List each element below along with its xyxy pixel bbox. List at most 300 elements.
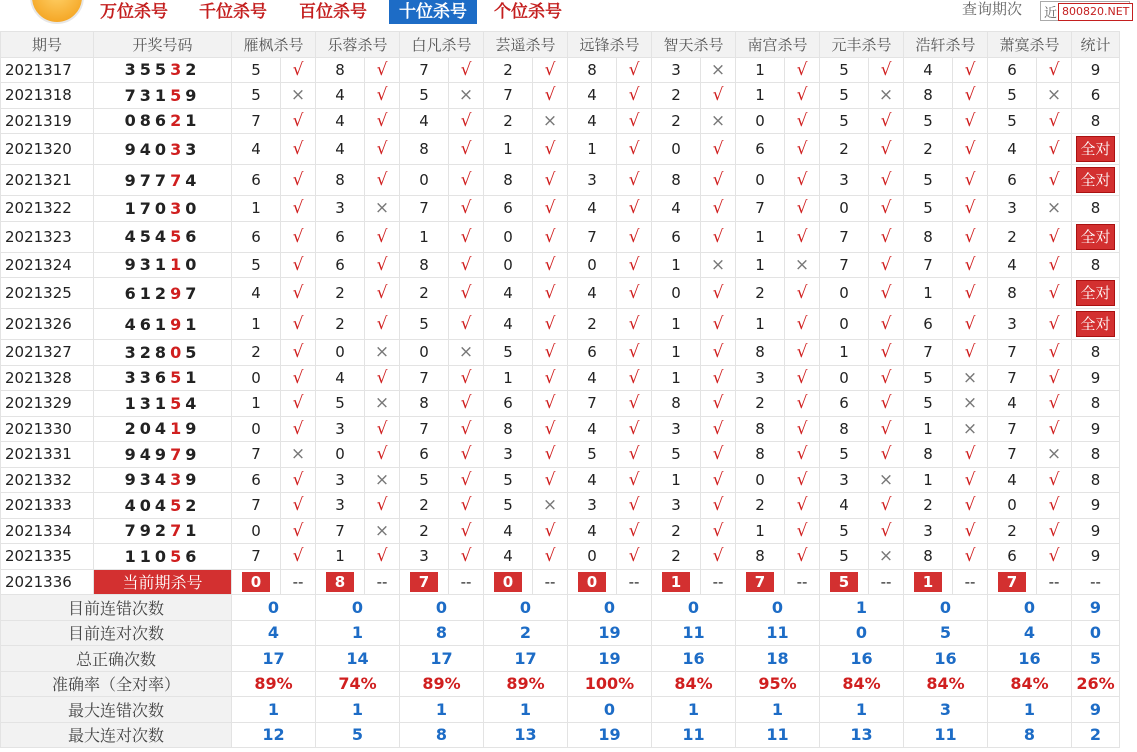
draw-digits-prefix: 940 <box>124 139 171 159</box>
header-expert-4: 芸遥杀号 <box>484 32 568 58</box>
kill-number-cell: 8 <box>568 57 617 83</box>
header-expert-8: 元丰杀号 <box>820 32 904 58</box>
kill-number-cell: 4 <box>232 134 281 165</box>
check-icon: √ <box>365 416 400 442</box>
kill-number-cell: 5 <box>484 493 533 519</box>
current-kill-number: 5 <box>830 572 858 592</box>
summary-value: 0 <box>652 595 736 621</box>
kill-number-cell: 8 <box>484 416 533 442</box>
check-icon: √ <box>953 309 988 340</box>
kill-number-cell: 1 <box>484 134 533 165</box>
current-kill-cell <box>316 569 365 595</box>
kill-number-cell: 0 <box>484 221 533 252</box>
check-icon: √ <box>281 252 316 278</box>
stats-cell: 8 <box>1072 391 1120 417</box>
kill-number-cell: 5 <box>232 57 281 83</box>
kill-number-cell: 2 <box>652 108 701 134</box>
cross-icon: × <box>365 467 400 493</box>
kill-number-cell: 7 <box>820 252 869 278</box>
issue-cell: 2021333 <box>1 493 94 519</box>
check-icon: √ <box>953 442 988 468</box>
draw-digit-ones: 4 <box>185 393 201 413</box>
current-kill-number: 1 <box>662 572 690 592</box>
draw-digits-prefix: 170 <box>124 198 171 218</box>
summary-value: 16 <box>652 646 736 672</box>
kill-number-cell: 3 <box>568 493 617 519</box>
kill-number-cell: 0 <box>820 309 869 340</box>
check-icon: √ <box>1037 165 1072 196</box>
kill-number-cell: 8 <box>904 83 953 109</box>
draw-digits-prefix: 612 <box>124 283 171 303</box>
check-icon: √ <box>617 134 652 165</box>
check-icon: √ <box>953 493 988 519</box>
draw-digit-tens: 7 <box>170 170 186 190</box>
check-icon: √ <box>617 442 652 468</box>
current-kill-label: 当前期杀号 <box>94 569 232 595</box>
kill-number-cell: 4 <box>988 134 1037 165</box>
summary-label: 总正确次数 <box>1 646 232 672</box>
check-icon: √ <box>617 340 652 366</box>
kill-number-cell: 2 <box>904 134 953 165</box>
kill-number-cell: 3 <box>316 196 365 222</box>
kill-number-cell: 0 <box>988 493 1037 519</box>
summary-value: 13 <box>484 722 568 748</box>
tab-shi-kill[interactable]: 十位杀号 <box>389 0 477 24</box>
check-icon: √ <box>701 518 736 544</box>
kill-number-cell: 2 <box>904 493 953 519</box>
check-icon: √ <box>869 365 904 391</box>
kill-number-cell: 3 <box>316 416 365 442</box>
summary-value: 14 <box>316 646 400 672</box>
current-kill-cell <box>652 569 701 595</box>
kill-number-cell: 5 <box>484 340 533 366</box>
summary-value: 4 <box>232 620 316 646</box>
summary-value: 2 <box>484 620 568 646</box>
kill-number-cell: 5 <box>820 108 869 134</box>
stats-cell: 8 <box>1072 252 1120 278</box>
check-icon: √ <box>533 391 568 417</box>
kill-number-cell: 0 <box>736 165 785 196</box>
pending-mark: -- <box>869 569 904 595</box>
check-icon: √ <box>281 309 316 340</box>
draw-digit-ones: 0 <box>185 198 201 218</box>
cross-icon: × <box>1037 442 1072 468</box>
kill-number-cell: 6 <box>484 196 533 222</box>
kill-number-cell: 6 <box>484 391 533 417</box>
draw-digit-ones: 1 <box>185 521 201 541</box>
summary-value: 11 <box>652 620 736 646</box>
draw-digit-tens: 1 <box>170 255 186 275</box>
header-expert-6: 智天杀号 <box>652 32 736 58</box>
check-icon: √ <box>533 544 568 570</box>
check-icon: √ <box>953 467 988 493</box>
check-icon: √ <box>953 518 988 544</box>
kill-number-cell: 8 <box>736 544 785 570</box>
issue-cell: 2021328 <box>1 365 94 391</box>
draw-digit-tens: 5 <box>170 495 186 515</box>
kill-number-cell: 4 <box>568 278 617 309</box>
summary-value: 0 <box>568 697 652 723</box>
kill-number-cell: 7 <box>988 416 1037 442</box>
kill-number-cell: 0 <box>400 340 449 366</box>
kill-number-cell: 2 <box>400 518 449 544</box>
kill-number-cell: 5 <box>988 83 1037 109</box>
check-icon: √ <box>281 544 316 570</box>
check-icon: √ <box>1037 108 1072 134</box>
kill-number-cell: 5 <box>568 442 617 468</box>
kill-number-cell: 1 <box>736 518 785 544</box>
summary-value: 1 <box>316 620 400 646</box>
all-right-badge: 全对 <box>1076 280 1114 306</box>
summary-value: 16 <box>904 646 988 672</box>
cross-icon: × <box>449 340 484 366</box>
kill-number-cell: 5 <box>400 467 449 493</box>
stats-cell: 9 <box>1072 518 1120 544</box>
summary-value: 0 <box>400 595 484 621</box>
issue-cell: 2021329 <box>1 391 94 417</box>
draw-number-cell <box>94 365 232 391</box>
check-icon: √ <box>617 467 652 493</box>
check-icon: √ <box>701 544 736 570</box>
cross-icon: × <box>1037 83 1072 109</box>
tab-wan-kill[interactable]: 万位杀号 <box>100 2 168 22</box>
table-row <box>1 134 1120 165</box>
kill-number-cell: 8 <box>736 340 785 366</box>
summary-value: 0 <box>736 595 820 621</box>
check-icon: √ <box>953 221 988 252</box>
summary-value: 0 <box>316 595 400 621</box>
kill-number-cell: 1 <box>904 416 953 442</box>
draw-digit-tens: 9 <box>170 314 186 334</box>
check-icon: √ <box>617 518 652 544</box>
kill-number-cell: 1 <box>232 391 281 417</box>
check-icon: √ <box>281 108 316 134</box>
kill-number-cell: 7 <box>988 340 1037 366</box>
check-icon: √ <box>533 134 568 165</box>
issue-cell: 2021330 <box>1 416 94 442</box>
kill-number-cell: 7 <box>232 108 281 134</box>
header-expert-7: 南宫杀号 <box>736 32 820 58</box>
cross-icon: × <box>869 467 904 493</box>
cross-icon: × <box>869 544 904 570</box>
kill-number-cell: 0 <box>232 365 281 391</box>
check-icon: √ <box>785 108 820 134</box>
check-icon: √ <box>701 134 736 165</box>
kill-number-cell: 3 <box>820 165 869 196</box>
kill-number-cell: 4 <box>568 83 617 109</box>
draw-number-cell <box>94 416 232 442</box>
issue-cell: 2021323 <box>1 221 94 252</box>
summary-value: 1 <box>652 697 736 723</box>
kill-number-cell: 2 <box>988 518 1037 544</box>
cross-icon: × <box>365 391 400 417</box>
table-row <box>1 518 1120 544</box>
check-icon: √ <box>785 442 820 468</box>
kill-number-cell: 5 <box>904 196 953 222</box>
kill-number-cell: 7 <box>904 252 953 278</box>
summary-value: 89% <box>232 671 316 697</box>
kill-number-cell: 4 <box>568 365 617 391</box>
check-icon: √ <box>365 165 400 196</box>
summary-value: 3 <box>904 697 988 723</box>
check-icon: √ <box>785 134 820 165</box>
check-icon: √ <box>701 221 736 252</box>
current-issue-cell: 2021336 <box>1 569 94 595</box>
kill-number-cell: 1 <box>316 544 365 570</box>
issue-cell: 2021326 <box>1 309 94 340</box>
check-icon: √ <box>533 518 568 544</box>
current-kill-cell <box>568 569 617 595</box>
top-nav-bar <box>0 0 1137 28</box>
draw-number-cell <box>94 57 232 83</box>
check-icon: √ <box>365 83 400 109</box>
draw-number-cell <box>94 134 232 165</box>
kill-number-cell: 5 <box>652 442 701 468</box>
kill-number-cell: 1 <box>232 196 281 222</box>
cross-icon: × <box>785 252 820 278</box>
current-kill-number: 0 <box>578 572 606 592</box>
kill-number-cell: 2 <box>736 278 785 309</box>
issue-cell: 2021331 <box>1 442 94 468</box>
issue-cell: 2021321 <box>1 165 94 196</box>
cross-icon: × <box>869 83 904 109</box>
draw-digits-prefix: 934 <box>124 470 171 490</box>
table-row <box>1 365 1120 391</box>
current-kill-number: 7 <box>746 572 774 592</box>
summary-value: 0 <box>232 595 316 621</box>
kill-number-cell: 8 <box>400 391 449 417</box>
query-period-select[interactable]: 近 <box>1040 1 1130 21</box>
draw-digits-prefix: 461 <box>124 314 171 334</box>
kill-number-cell: 5 <box>232 83 281 109</box>
pending-mark: -- <box>281 569 316 595</box>
stats-cell <box>1072 221 1120 252</box>
kill-number-cell: 7 <box>400 365 449 391</box>
kill-number-cell: 4 <box>316 83 365 109</box>
check-icon: √ <box>533 309 568 340</box>
summary-value: 11 <box>736 620 820 646</box>
check-icon: √ <box>449 221 484 252</box>
issue-cell: 2021317 <box>1 57 94 83</box>
check-icon: √ <box>365 57 400 83</box>
summary-row <box>1 671 1120 697</box>
check-icon: √ <box>617 252 652 278</box>
header-issue: 期号 <box>1 32 94 58</box>
kill-number-cell: 4 <box>484 278 533 309</box>
check-icon: √ <box>365 309 400 340</box>
draw-number-cell <box>94 467 232 493</box>
summary-value: 0 <box>904 595 988 621</box>
check-icon: √ <box>869 518 904 544</box>
kill-number-cell: 1 <box>736 309 785 340</box>
check-icon: √ <box>533 252 568 278</box>
kill-number-cell: 5 <box>400 83 449 109</box>
check-icon: √ <box>953 134 988 165</box>
kill-number-cell: 1 <box>400 221 449 252</box>
summary-value: 1 <box>400 697 484 723</box>
summary-value: 5 <box>316 722 400 748</box>
kill-number-cell: 4 <box>568 467 617 493</box>
summary-value: 19 <box>568 722 652 748</box>
current-kill-number: 7 <box>998 572 1026 592</box>
check-icon: √ <box>953 108 988 134</box>
kill-number-cell: 5 <box>400 309 449 340</box>
check-icon: √ <box>701 416 736 442</box>
kill-number-cell: 6 <box>316 221 365 252</box>
check-icon: √ <box>449 57 484 83</box>
draw-number-cell <box>94 391 232 417</box>
check-icon: √ <box>449 518 484 544</box>
header-expert-10: 萧寞杀号 <box>988 32 1072 58</box>
kill-number-cell: 0 <box>232 416 281 442</box>
draw-digits-prefix: 204 <box>124 419 171 439</box>
draw-digit-tens: 5 <box>170 368 186 388</box>
kill-number-cell: 0 <box>316 442 365 468</box>
check-icon: √ <box>449 108 484 134</box>
check-icon: √ <box>365 134 400 165</box>
draw-digit-ones: 1 <box>185 111 201 131</box>
summary-value: 0 <box>568 595 652 621</box>
check-icon: √ <box>449 493 484 519</box>
check-icon: √ <box>533 165 568 196</box>
kill-number-cell: 1 <box>652 252 701 278</box>
check-icon: √ <box>785 278 820 309</box>
current-kill-cell <box>904 569 953 595</box>
check-icon: √ <box>533 340 568 366</box>
check-icon: √ <box>869 278 904 309</box>
kill-number-cell: 8 <box>316 165 365 196</box>
kill-number-cell: 2 <box>484 108 533 134</box>
summary-value: 89% <box>400 671 484 697</box>
kill-number-cell: 4 <box>568 196 617 222</box>
kill-number-cell: 4 <box>316 108 365 134</box>
stats-cell: 9 <box>1072 57 1120 83</box>
summary-value: 84% <box>820 671 904 697</box>
summary-value: 1 <box>232 697 316 723</box>
stats-cell: 9 <box>1072 544 1120 570</box>
kill-number-cell: 8 <box>400 252 449 278</box>
kill-number-cell: 5 <box>820 442 869 468</box>
header-expert-9: 浩轩杀号 <box>904 32 988 58</box>
kill-number-cell: 4 <box>316 134 365 165</box>
check-icon: √ <box>533 57 568 83</box>
tab-qian-kill[interactable]: 千位杀号 <box>199 2 267 22</box>
tab-bai-kill[interactable]: 百位杀号 <box>299 2 367 22</box>
check-icon: √ <box>869 252 904 278</box>
kill-number-cell: 0 <box>400 165 449 196</box>
kill-number-cell: 2 <box>820 134 869 165</box>
check-icon: √ <box>617 196 652 222</box>
check-icon: √ <box>449 416 484 442</box>
draw-digit-tens: 9 <box>170 283 186 303</box>
kill-number-cell: 1 <box>736 57 785 83</box>
header-expert-2: 乐蓉杀号 <box>316 32 400 58</box>
kill-number-cell: 3 <box>316 467 365 493</box>
kill-number-cell: 0 <box>736 467 785 493</box>
check-icon: √ <box>701 309 736 340</box>
stats-cell: 8 <box>1072 467 1120 493</box>
draw-number-cell <box>94 252 232 278</box>
kill-number-cell: 2 <box>568 309 617 340</box>
check-icon: √ <box>953 252 988 278</box>
kill-number-cell: 6 <box>316 252 365 278</box>
kill-number-cell: 2 <box>652 544 701 570</box>
kill-number-cell: 7 <box>400 57 449 83</box>
tab-ge-kill[interactable]: 个位杀号 <box>494 2 562 22</box>
draw-digit-ones: 3 <box>185 139 201 159</box>
draw-digits-prefix: 328 <box>124 342 171 362</box>
pending-mark: -- <box>953 569 988 595</box>
check-icon: √ <box>281 278 316 309</box>
kill-number-cell: 8 <box>820 416 869 442</box>
draw-digits-prefix: 454 <box>124 227 171 246</box>
check-icon: √ <box>1037 365 1072 391</box>
kill-number-cell: 8 <box>652 391 701 417</box>
draw-digit-ones: 7 <box>185 283 201 303</box>
current-kill-number: 1 <box>914 572 942 592</box>
kill-number-cell: 2 <box>316 278 365 309</box>
kill-number-cell: 4 <box>484 309 533 340</box>
check-icon: √ <box>785 416 820 442</box>
all-right-badge: 全对 <box>1076 224 1114 250</box>
kill-number-cell: 1 <box>652 365 701 391</box>
draw-number-cell <box>94 196 232 222</box>
summary-value: 19 <box>568 620 652 646</box>
kill-number-cell: 5 <box>904 365 953 391</box>
check-icon: √ <box>617 493 652 519</box>
check-icon: √ <box>449 165 484 196</box>
check-icon: √ <box>701 196 736 222</box>
check-icon: √ <box>785 544 820 570</box>
all-right-badge: 全对 <box>1076 167 1114 193</box>
check-icon: √ <box>449 442 484 468</box>
kill-number-cell: 0 <box>568 544 617 570</box>
kill-number-cell: 4 <box>232 278 281 309</box>
table-row <box>1 467 1120 493</box>
kill-number-cell: 3 <box>568 165 617 196</box>
summary-stat: 9 <box>1072 697 1120 723</box>
kill-number-cell: 3 <box>652 57 701 83</box>
summary-value: 84% <box>988 671 1072 697</box>
issue-cell: 2021335 <box>1 544 94 570</box>
current-kill-number: 0 <box>494 572 522 592</box>
header-row <box>1 32 1120 58</box>
kill-number-cell: 2 <box>736 391 785 417</box>
kill-number-cell: 2 <box>400 493 449 519</box>
draw-number-cell <box>94 165 232 196</box>
summary-stat: 0 <box>1072 620 1120 646</box>
kill-number-cell: 3 <box>988 309 1037 340</box>
summary-value: 1 <box>484 697 568 723</box>
table-row <box>1 278 1120 309</box>
draw-digits-prefix: 086 <box>124 111 171 131</box>
check-icon: √ <box>1037 467 1072 493</box>
draw-number-cell <box>94 340 232 366</box>
check-icon: √ <box>1037 493 1072 519</box>
check-icon: √ <box>617 83 652 109</box>
current-kill-cell <box>232 569 281 595</box>
check-icon: √ <box>449 467 484 493</box>
check-icon: √ <box>869 442 904 468</box>
summary-stat: 5 <box>1072 646 1120 672</box>
check-icon: √ <box>533 83 568 109</box>
pending-mark: -- <box>785 569 820 595</box>
kill-number-cell: 5 <box>316 391 365 417</box>
check-icon: √ <box>281 165 316 196</box>
draw-number-cell <box>94 544 232 570</box>
summary-value: 0 <box>988 595 1072 621</box>
kill-number-cell: 1 <box>820 340 869 366</box>
